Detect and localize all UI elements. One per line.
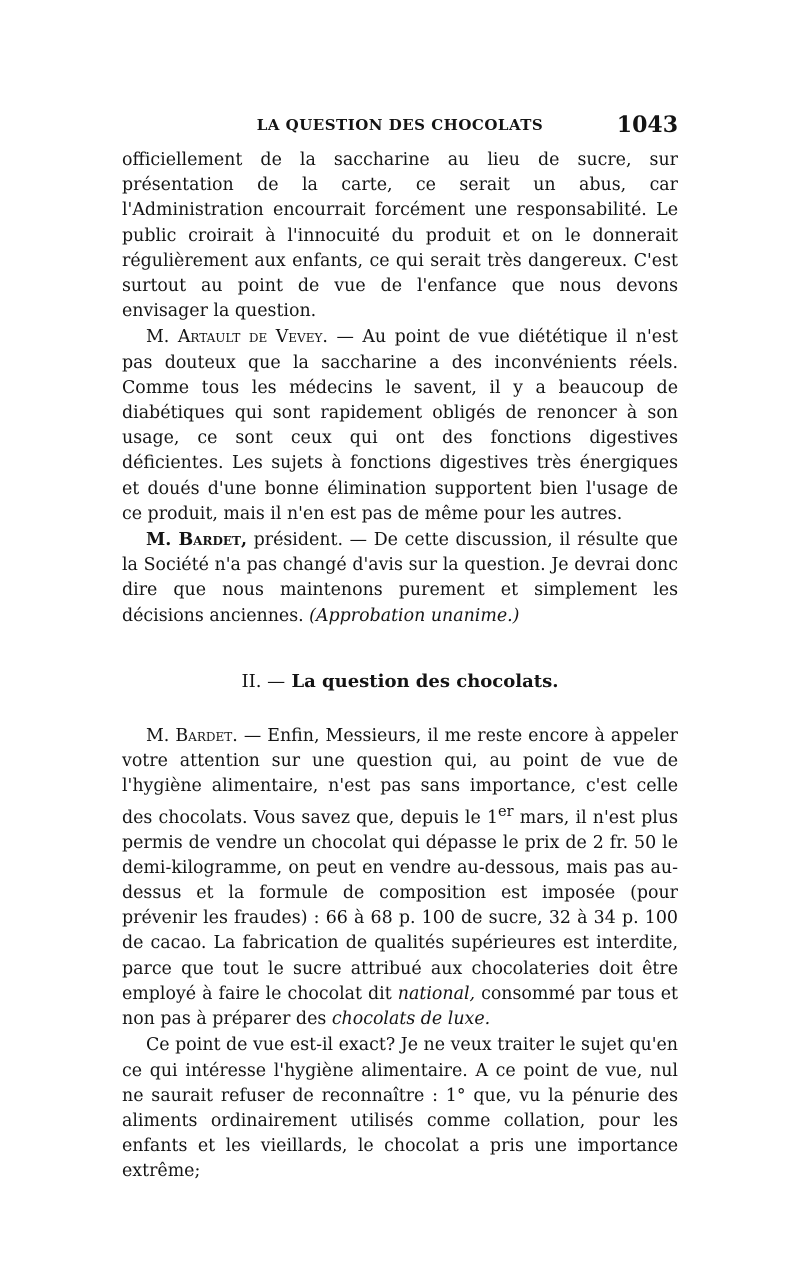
speaker-role: président. [247,530,344,551]
paragraph-text: Ce point de vue est-il exact? Je ne veux traiter le sujet qu'en ce qui intéresse l'hygiène alimentaire. A ce point de vue, nul ne saurait refuser de reconnaître : 1° que, vu la pénurie des aliments ordinairement utilisés comme collation, pour les enfants et les vieillards, le chocolat a pris une importance extrême; [122,1035,678,1182]
section-heading [122,669,678,694]
paragraph-text: — De cette discussion, il résulte que la Société n'a pas changé d'avis sur la question. Je devrai donc dire que nous maintenons purement et simplement les décisions anciennes. [122,530,678,626]
paragraph-artault-de-vevey [122,325,678,527]
paragraph-saccharine-continued [122,148,678,324]
superscript: er [498,803,514,820]
paragraph-text: — Enfin, Messieurs, il me reste encore à appeler votre attention sur une question qui, au point de vue de l'hygiène alimentaire, n'est pas sans importance, c'est celle des chocolats. Vous savez que, depuis le 1 [122,726,678,828]
page-number: 1043 [616,112,678,138]
running-title: LA QUESTION DES CHOCOLATS [256,116,544,134]
paragraph-bardet-president [122,528,678,629]
paragraph-text: officiellement de la saccharine au lieu de sucre, sur présentation de la carte, ce serait un abus, car l'Administration encourrait forcément une responsabilité. Le public croirait à l'innocuité du produit et on le donnerait régulièrement aux enfants, ce qui serait très dangereux. C'est surtout au point de vue de l'enfance que nous devons envisager la question. [122,150,678,322]
speaker-name: M. Bardet. [146,726,238,747]
section-title: La question des chocolats. [285,670,559,692]
emphasis-chocolats-de-luxe: chocolats de luxe. [331,1009,491,1030]
approbation-note: (Approbation unanime.) [309,605,520,626]
paragraph-text: — Au point de vue diététique il n'est pas douteux que la saccharine a des inconvénients réels. Comme tous les médecins le savent, il y a beaucoup de diabétiques qui sont rapidement obligés de renoncer à son usage, ce sont ceux qui ont des fonctions digestives déficientes. Les sujets à fonctions digestives très énergiques et doués d'une bonne élimination supportent bien l'usage de ce produit, mais il n'en est pas de même pour les autres. [122,327,678,524]
paragraph-bardet-chocolats [122,724,678,1032]
section-number: II. — [241,670,286,692]
speaker-name: M. Bardet, [146,530,247,551]
running-head [122,112,678,140]
speaker-name: M. Artault de Vevey. [146,327,328,348]
body-text [122,148,678,1185]
paragraph-point-de-vue [122,1033,678,1184]
paragraph-text: mars, il n'est plus permis de vendre un chocolat qui dépasse le prix de 2 fr. 50 le demi-kilogramme, on peut en vendre au-dessous, mais pas au-dessus et la formule de composition est imposée (pour prévenir les fraudes) : 66 à 68 p. 100 de sucre, 32 à 34 p. 100 de cacao. La fabrication de qualités supérieures est interdite, parce que tout le sucre attribué aux chocolateries doit être employé à faire le chocolat dit [122,807,678,1004]
emphasis-national: national, [397,983,476,1004]
paragraph-text: consommé par tous et non pas à préparer des [122,983,678,1030]
